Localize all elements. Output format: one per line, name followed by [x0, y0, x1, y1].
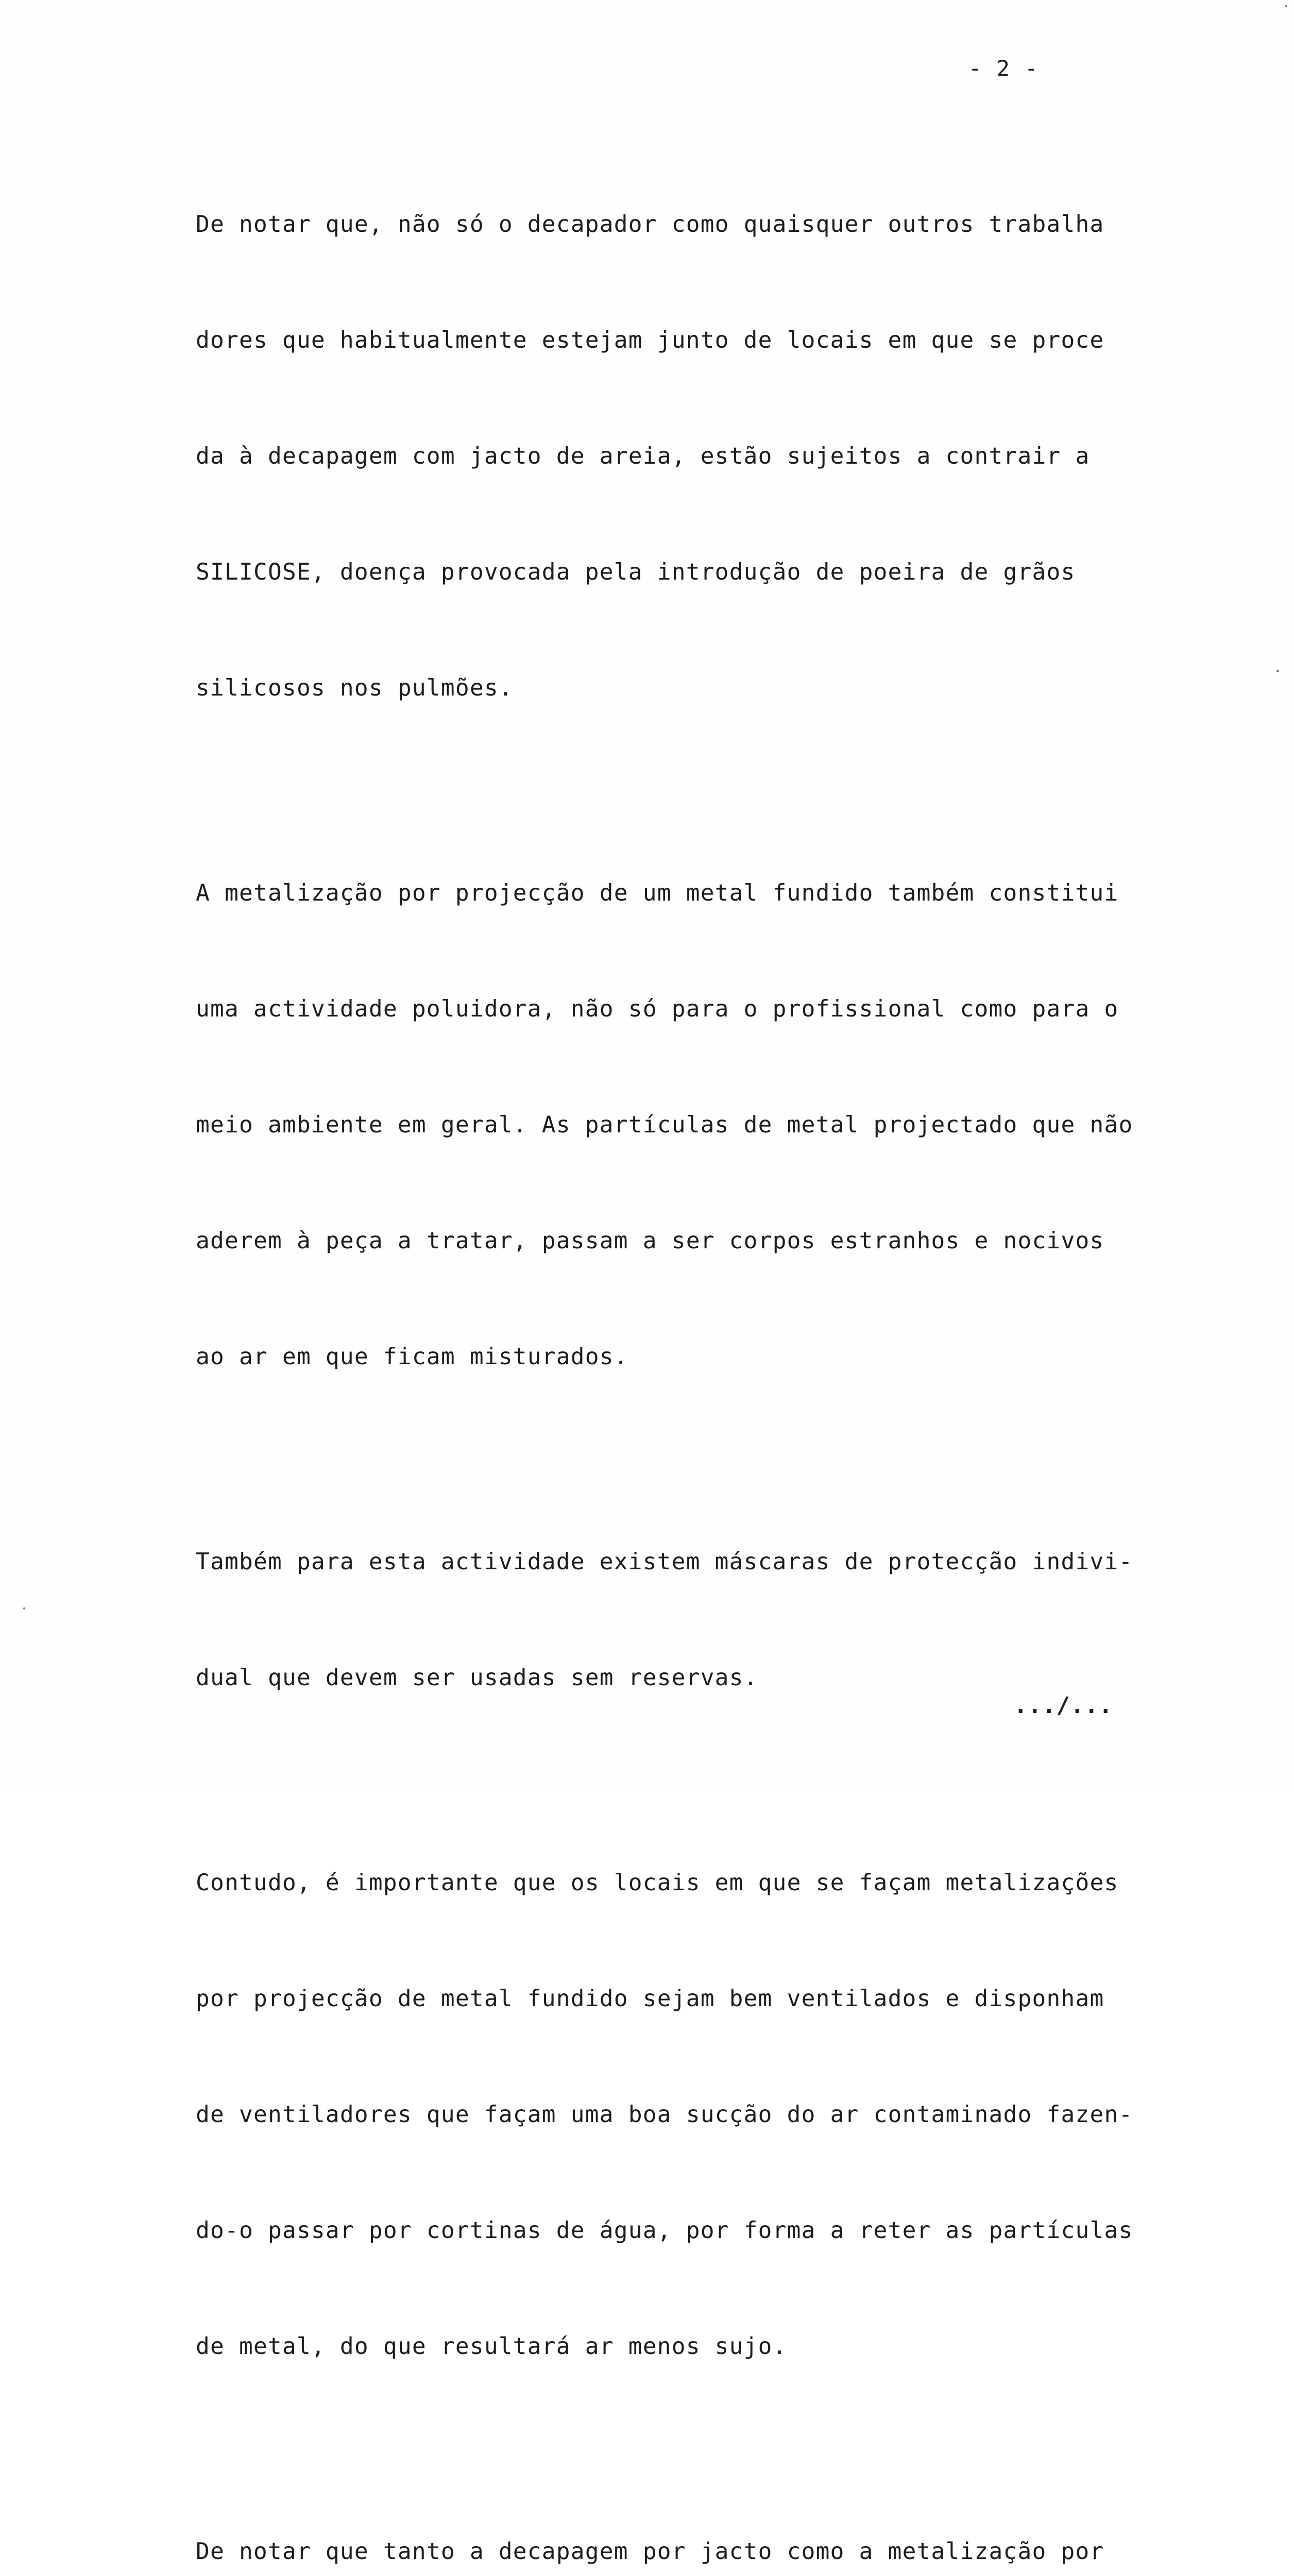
text-line: dores que habitualmente estejam junto de locais em que se proce	[196, 327, 1104, 353]
text-line: De notar que, não só o decapador como quaisquer outros trabalha	[196, 211, 1104, 238]
text-line: De notar que tanto a decapagem por jacto como a metalização por	[196, 2538, 1104, 2565]
text-line: Contudo, é importante que os locais em que se façam metalizações	[196, 1870, 1119, 1896]
text-line: silicosos nos pulmões.	[196, 675, 513, 701]
page-number: - 2 -	[968, 56, 1039, 81]
text-line: do-o passar por cortinas de água, por forma a reter as partículas	[196, 2217, 1133, 2244]
paragraph-metallization	[196, 796, 1257, 1453]
text-line: por projecção de metal fundido sejam bem ventilados e disponham	[196, 1986, 1104, 2012]
text-line: uma actividade poluidora, não só para o profissional como para o	[196, 996, 1119, 1022]
paragraph-ventilation	[196, 1786, 1257, 2443]
scan-speck	[1285, 5, 1287, 7]
scan-speck	[1276, 670, 1279, 672]
paragraph-silicosis	[196, 128, 1257, 785]
text-line: ao ar em que ficam misturados.	[196, 1344, 628, 1370]
text-line: de ventiladores que façam uma boa sucção do ar contaminado fazen-	[196, 2102, 1133, 2128]
text-line: SILICOSE, doença provocada pela introdução de poeira de grãos	[196, 559, 1076, 585]
continuation-mark: .../...	[1014, 1692, 1113, 1719]
text-line: da à decapagem com jacto de areia, estão sujeitos a contrair a	[196, 443, 1090, 469]
text-line: dual que devem ser usadas sem reservas.	[196, 1665, 758, 1691]
document-body	[196, 128, 1257, 2576]
paragraph-masks	[196, 1465, 1257, 1774]
text-line: de metal, do que resultará ar menos sujo.	[196, 2333, 787, 2360]
scan-speck	[23, 1607, 25, 1609]
text-line: Também para esta actividade existem máscaras de protecção indivi-	[196, 1549, 1133, 1575]
text-line: A metalização por projecção de um metal fundido também constitui	[196, 880, 1119, 906]
text-line: aderem à peça a tratar, passam a ser corpos estranhos e nocivos	[196, 1228, 1104, 1254]
paragraph-noise	[196, 2455, 1257, 2576]
text-line: meio ambiente em geral. As partículas de metal projectado que não	[196, 1112, 1133, 1138]
